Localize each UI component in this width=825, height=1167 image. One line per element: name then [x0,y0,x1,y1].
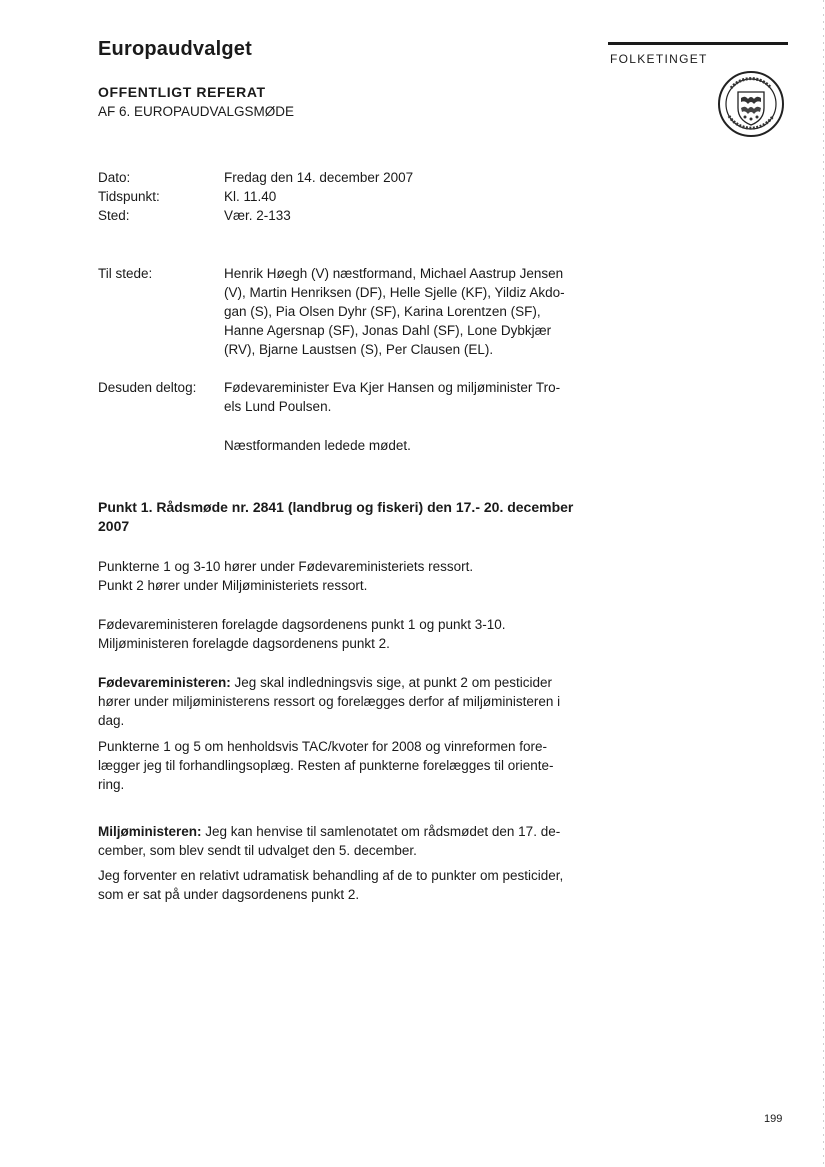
place-value: Vær. 2-133 [224,208,291,223]
time-label: Tidspunkt: [98,189,160,204]
paragraph-line: ring. [98,777,125,792]
date-label: Dato: [98,170,131,185]
page-title: Europaudvalget [98,38,252,60]
speech-text: Jeg kan henvise til samlenotatet om rådsmødet den 17. de- [201,824,561,839]
paragraph-line: Fødevareministeren forelagde dagsordenens punkt 1 og punkt 3-10. [98,617,506,632]
speech-text: Jeg skal indledningsvis sige, at punkt 2 om pesticider [230,675,552,690]
speaker-name: Miljøministeren: [98,824,202,839]
paragraph-presented [98,615,506,653]
section-heading [98,498,573,536]
attendees-label: Til stede: [98,266,153,281]
paragraph-speaker-food-minister [98,673,560,730]
time-value: Kl. 11.40 [224,189,277,204]
also-present-list [224,378,560,416]
date-value: Fredag den 14. december 2007 [224,170,414,185]
section-heading-line: 2007 [98,518,130,534]
scan-edge [823,0,824,1167]
paragraph-ressort [98,557,473,595]
paragraph-line: lægger jeg til forhandlingsoplæg. Resten af punkterne forelægges til oriente- [98,758,554,773]
attendees-line: Henrik Høegh (V) næstformand, Michael Aastrup Jensen [224,266,564,281]
speech-line: cember, som blev sendt til udvalget den 5. december. [98,843,417,858]
document-type: OFFENTLIGT REFERAT [98,84,266,100]
also-present-label: Desuden deltog: [98,380,197,395]
folketinget-seal-icon [717,70,785,138]
paragraph-line: Punkterne 1 og 5 om henholdsvis TAC/kvoter for 2008 og vinreformen fore- [98,739,547,754]
chair-note: Næstformanden ledede mødet. [224,438,411,453]
also-present-line: Fødevareminister Eva Kjer Hansen og miljøminister Tro- [224,380,561,395]
attendees-list [224,264,565,359]
paragraph-line: Jeg forventer en relativt udramatisk behandling af de to punkter om pesticider, [98,868,564,883]
paragraph-negotiation [98,737,554,794]
paragraph-line: Punkt 2 hører under Miljøministeriets ressort. [98,578,368,593]
attendees-line: (RV), Bjarne Laustsen (S), Per Clausen (EL). [224,342,494,357]
place-label: Sted: [98,208,130,223]
paragraph-line: som er sat på under dagsordenens punkt 2. [98,887,360,902]
organization-name: FOLKETINGET [610,52,708,66]
speech-line: hører under miljøministerens ressort og forelægges derfor af miljøministeren i [98,694,561,709]
attendees-line: (V), Martin Henriksen (DF), Helle Sjelle (KF), Yildiz Akdo- [224,285,565,300]
section-heading-line: Punkt 1. Rådsmøde nr. 2841 (landbrug og fiskeri) den 17.- 20. december [98,499,574,515]
document-subtitle: AF 6. EUROPAUDVALGSMØDE [98,104,295,119]
paragraph-pesticides [98,866,563,904]
speech-line: dag. [98,713,125,728]
paragraph-line: Miljøministeren forelagde dagsordenens punkt 2. [98,636,390,651]
page-number: 199 [764,1113,783,1125]
attendees-line: gan (S), Pia Olsen Dyhr (SF), Karina Lorentzen (SF), [224,304,541,319]
header-rule [608,42,788,45]
speaker-name: Fødevareministeren: [98,675,231,690]
paragraph-speaker-environment-minister [98,822,560,860]
paragraph-line: Punkterne 1 og 3-10 hører under Fødevareministeriets ressort. [98,559,474,574]
attendees-line: Hanne Agersnap (SF), Jonas Dahl (SF), Lone Dybkjær [224,323,552,338]
also-present-line: els Lund Poulsen. [224,399,332,414]
